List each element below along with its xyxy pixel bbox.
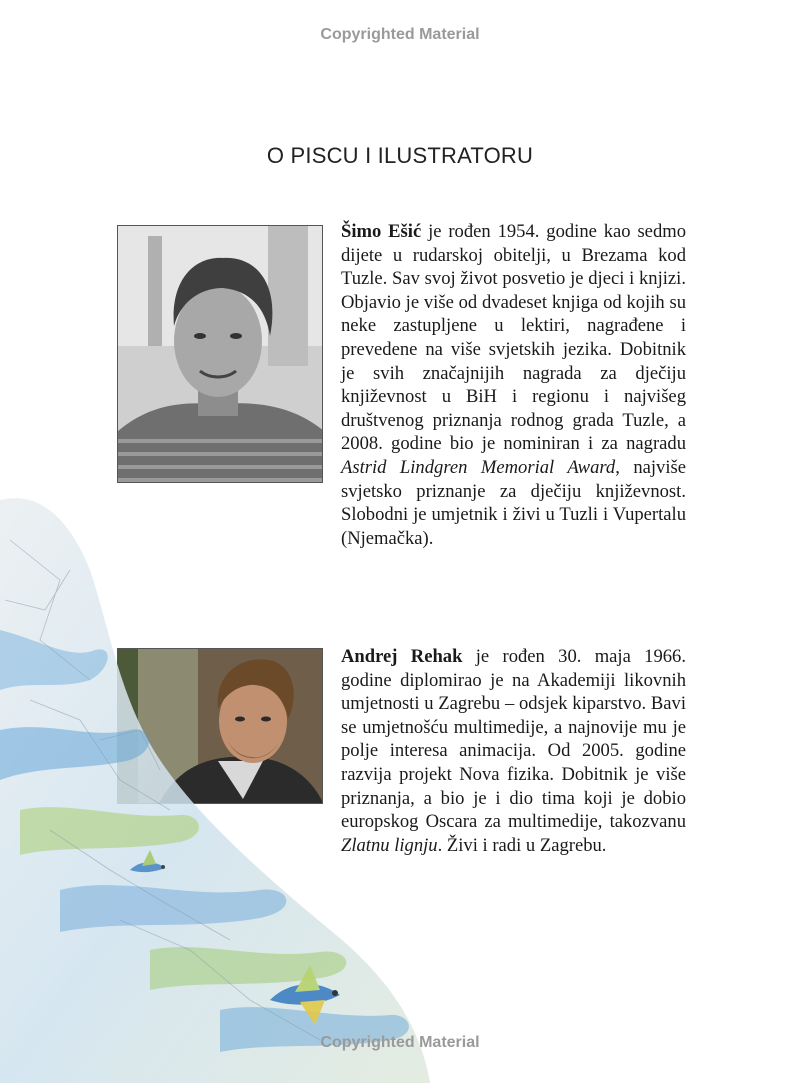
author-bio-text-2: , najviše svjetsko priznanje za dječiju književnost. Slobodni je umjetnik i živi u Tuzli i Vupertalu (Njemačka).	[341, 456, 686, 549]
illustrator-bio-text-1: je rođen 30. maja 1966. godine diplomirao je na Akademiji likovnih umjetnosti u Zagrebu – odsjek kiparstvo. Bavi se umjetnošću multimedije, a najnovije mu je polje interesa animacija. Od 2005. godine razvija projekt Nova fizika. Dobitnik je više priznanja, a bio je i dio tima koji je dobio europskog Oscara za multimedije, takozvanu	[341, 646, 686, 833]
page-heading: O PISCU I ILUSTRATORU	[266, 143, 534, 168]
author-bio-text-1: je rođen 1954. godine kao sedmo dijete u rudarskoj obitelji, u Brezama kod Tuzle. Sav svoj život posvetio je djeci i knjizi. Objavio je više od dvadeset knjiga od kojih su neke zastupljene u lektiri, nagrađene i prevedene na više svjetskih jezika. Dobitnik je svih značajnijih nagrada za dječiju književnost u BiH i regionu i najvišeg društvenog priznanja rodnog grada Tuzle, a 2008. godine bio je nominiran i za nagradu	[341, 221, 686, 455]
illustrator-award: Zlatnu lignju	[341, 834, 438, 856]
copyright-watermark-top: Copyrighted Material	[320, 26, 480, 43]
illustrator-bio-text-2: . Živi i radi u Zagrebu.	[437, 834, 607, 856]
author-name: Šimo Ešić	[341, 221, 422, 242]
copyright-watermark-bottom: Copyrighted Material	[320, 1034, 480, 1051]
author-award: Astrid Lindgren Memorial Award	[341, 456, 616, 478]
watercolor-decoration	[0, 480, 430, 1083]
author-photo	[117, 225, 323, 483]
illustrator-name: Andrej Rehak	[341, 646, 463, 667]
